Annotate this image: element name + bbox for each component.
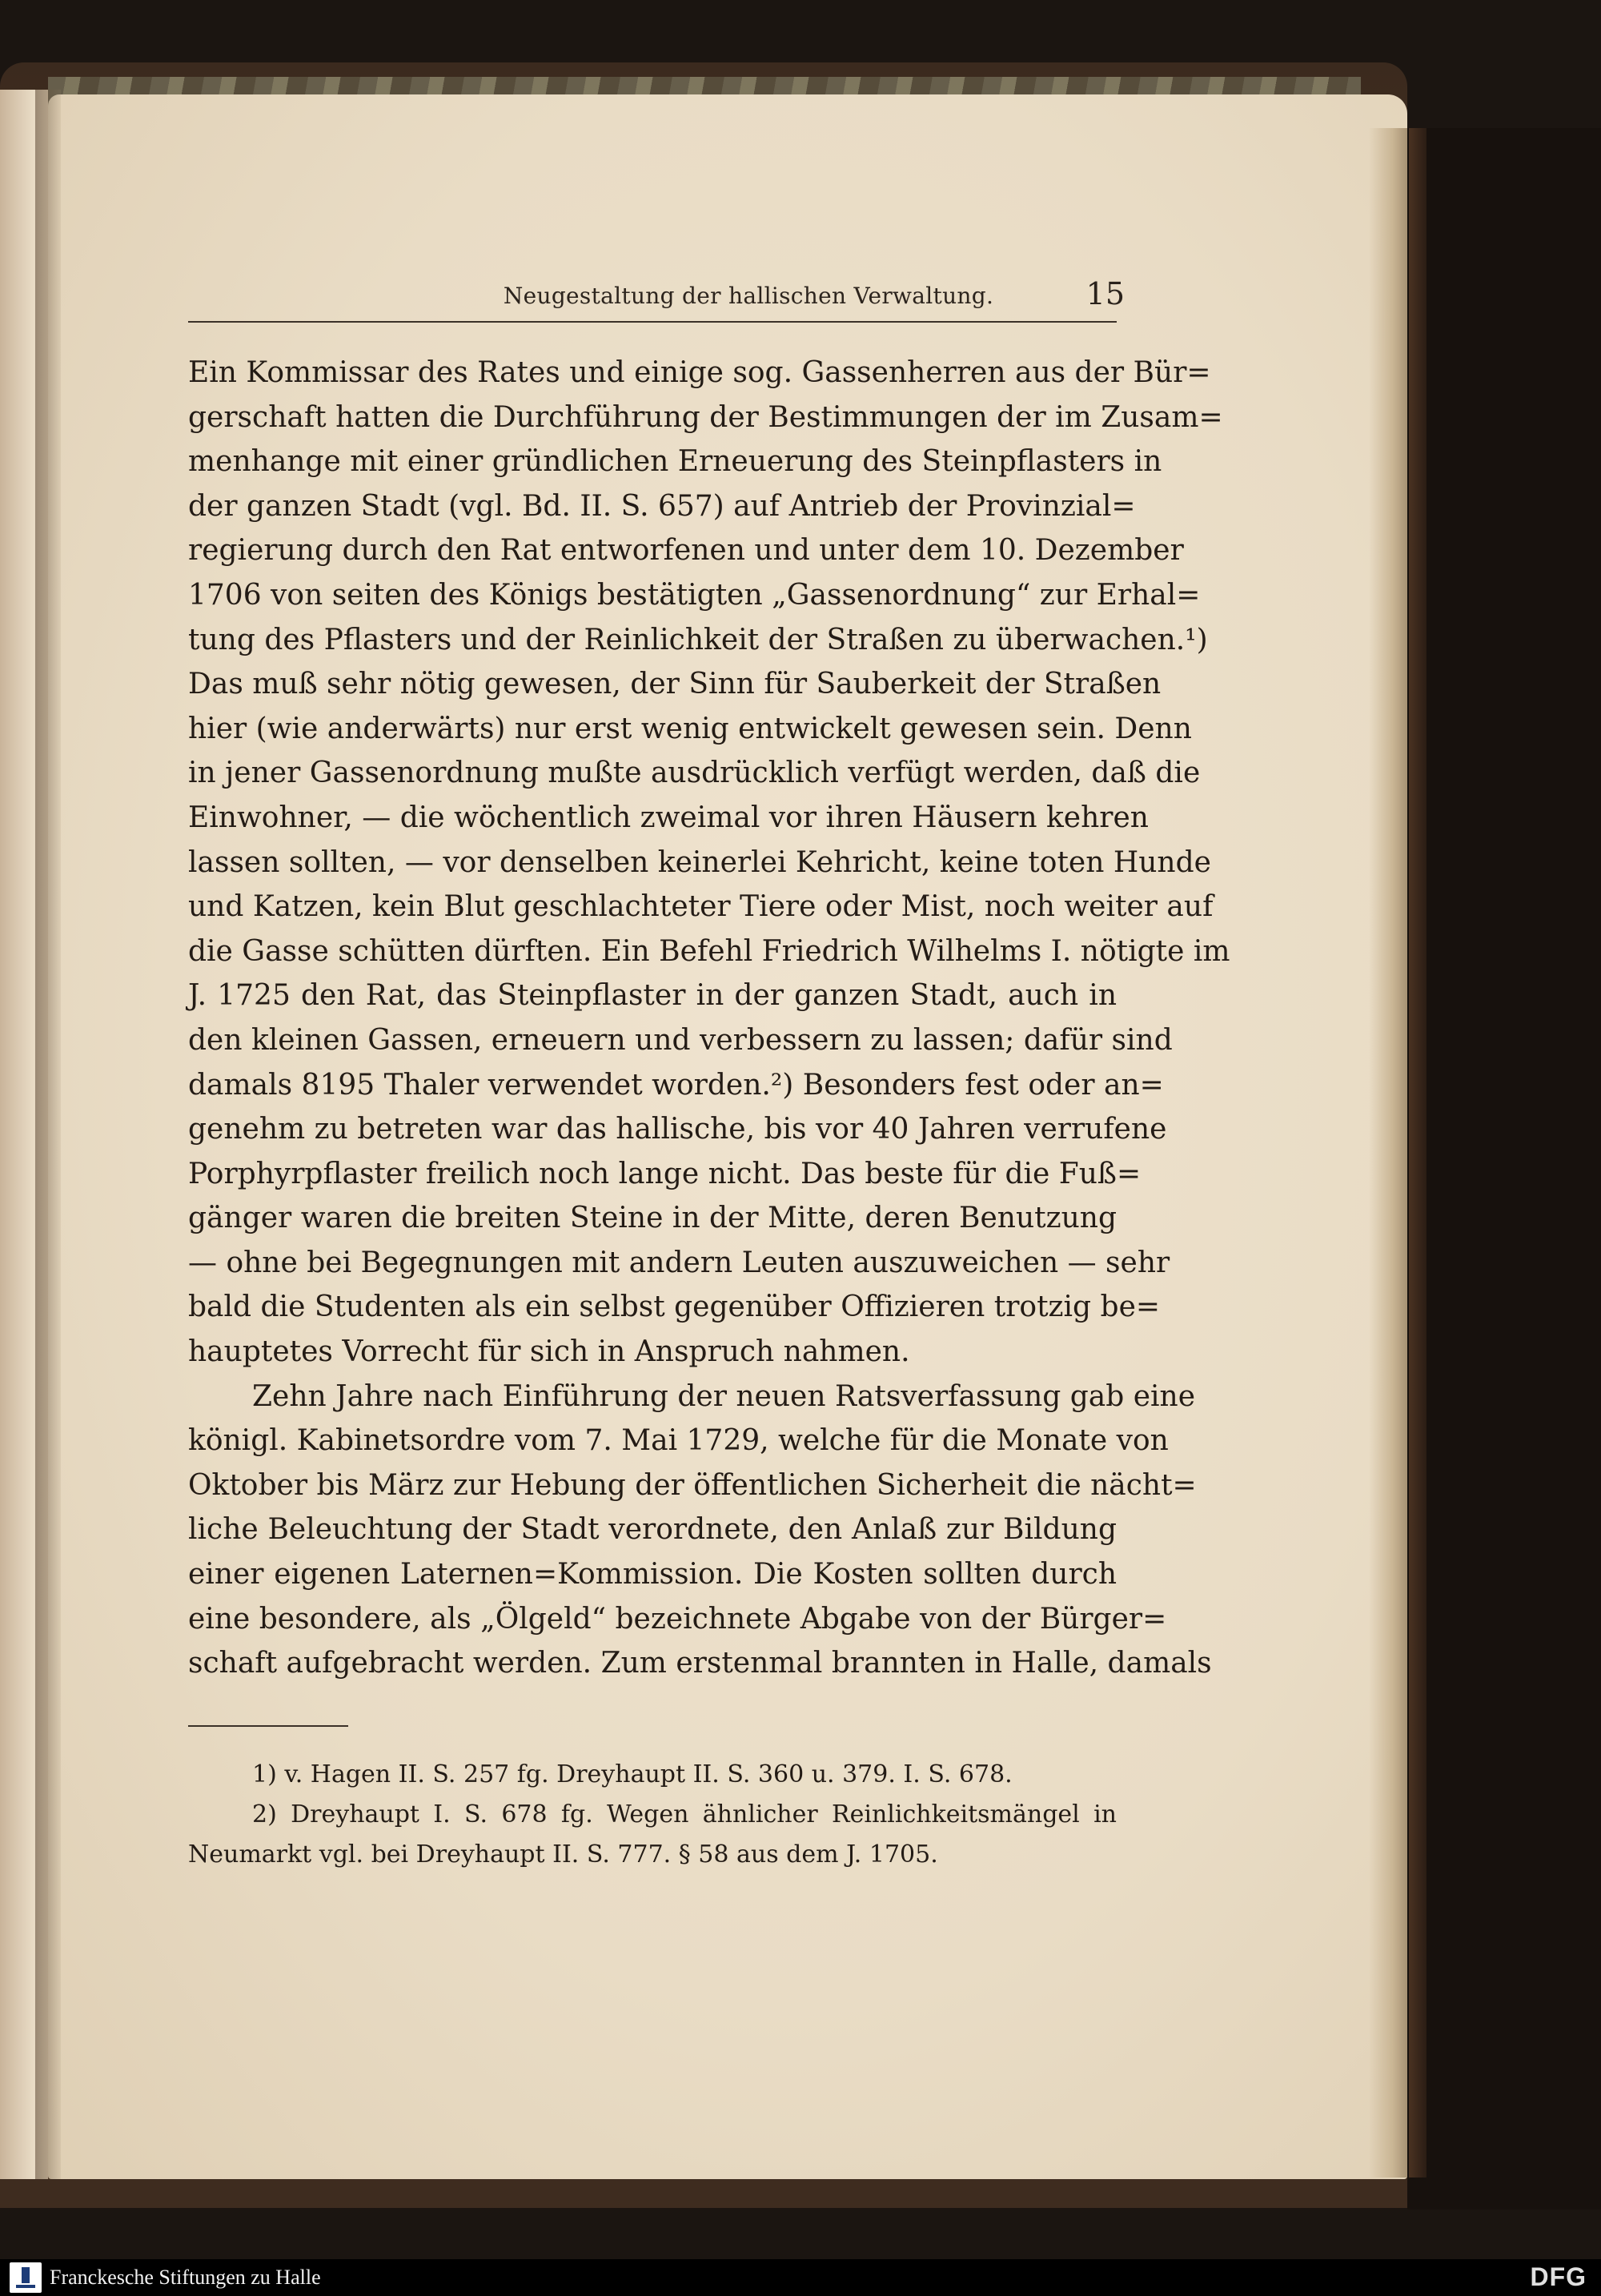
text-line: Porphyrpflaster freilich noch lange nicht. Das beste für die Fuß=: [188, 1157, 1142, 1190]
text-line: Zehn Jahre nach Einführung der neuen Ratsverfassung gab eine: [252, 1379, 1196, 1413]
institution-logo-icon: [10, 2262, 42, 2293]
text-line: gänger waren die breiten Steine in der Mitte, deren Benutzung: [188, 1202, 1117, 1235]
text-line: eine besondere, als „Ölgeld“ bezeichnete Abgabe von der Bürger=: [188, 1602, 1167, 1636]
text-line: der ganzen Stadt (vgl. Bd. II. S. 657) auf Antrieb der Provinzial=: [188, 489, 1136, 523]
text-line: lassen sollten, — vor denselben keinerlei Kehricht, keine toten Hunde: [188, 845, 1211, 879]
text-line: 1706 von seiten des Königs bestätigten „Gassenordnung“ zur Erhal=: [188, 578, 1201, 612]
text-line: einer eigenen Laternen=Kommission. Die Kosten sollten durch: [188, 1558, 1117, 1592]
text-line: in jener Gassenordnung mußte ausdrücklich verfügt werden, daß die: [188, 757, 1201, 790]
text-line: Einwohner, — die wöchentlich zweimal vor ihren Häusern kehren: [188, 801, 1149, 834]
text-line: menhange mit einer gründlichen Erneuerung des Steinpflasters in: [188, 445, 1162, 479]
text-line: liche Beleuchtung der Stadt verordnete, den Anlaß zur Bildung: [188, 1513, 1117, 1547]
page-number: 15: [1085, 276, 1125, 311]
text-line: hauptetes Vorrecht für sich in Anspruch nahmen.: [188, 1335, 910, 1369]
text-line: genehm zu betreten war das hallische, bis vor 40 Jahren verrufene: [188, 1113, 1167, 1146]
text-line: den kleinen Gassen, erneuern und verbessern zu lassen; dafür sind: [188, 1023, 1173, 1057]
text-line: — ohne bei Begegnungen mit andern Leuten auszuweichen — sehr: [188, 1246, 1170, 1279]
institution-name: Franckesche Stiftungen zu Halle: [50, 2266, 321, 2289]
cover-background: [1407, 128, 1601, 2210]
footnote-rule: [188, 1725, 348, 1727]
body-text: [188, 351, 1230, 1686]
text-line: J. 1725 den Rat, das Steinpflaster in der ganzen Stadt, auch in: [188, 979, 1117, 1013]
page-gutter: [35, 90, 61, 2179]
header-rule: [188, 321, 1117, 323]
text-line: Das muß sehr nötig gewesen, der Sinn für Sauberkeit der Straßen: [188, 668, 1162, 701]
text-line: bald die Studenten als ein selbst gegenüber Offizieren trotzig be=: [188, 1290, 1161, 1324]
footnote-line: 1) v. Hagen II. S. 257 fg. Dreyhaupt II. S. 360 u. 379. I. S. 678.: [252, 1760, 1013, 1788]
page-header: [188, 276, 1125, 324]
running-head: Neugestaltung der hallischen Verwaltung.: [503, 283, 994, 309]
dfg-logo: DFG: [1530, 2262, 1587, 2291]
text-line: königl. Kabinetsordre vom 7. Mai 1729, welche für die Monate von: [188, 1424, 1169, 1458]
text-line: regierung durch den Rat entworfenen und unter dem 10. Dezember: [188, 534, 1184, 568]
text-line: und Katzen, kein Blut geschlachteter Tiere oder Mist, noch weiter auf: [188, 890, 1214, 924]
text-line: die Gasse schütten dürften. Ein Befehl Friedrich Wilhelms I. nötigte im: [188, 934, 1230, 968]
footnotes: [188, 1755, 1117, 1875]
text-line: Oktober bis März zur Hebung der öffentlichen Sicherheit die nächt=: [188, 1468, 1197, 1502]
text-line: damals 8195 Thaler verwendet worden.²) Besonders fest oder an=: [188, 1068, 1164, 1102]
text-line: hier (wie anderwärts) nur erst wenig entwickelt gewesen sein. Denn: [188, 712, 1192, 745]
page-right-edge: [1369, 128, 1409, 2178]
footnote-line: Neumarkt vgl. bei Dreyhaupt II. S. 777. § 58 aus dem J. 1705.: [188, 1840, 938, 1869]
text-line: Ein Kommissar des Rates und einige sog. Gassenherren aus der Bür=: [188, 356, 1211, 389]
cover-binding-edge: [1409, 128, 1426, 2178]
footnote-line: 2) Dreyhaupt I. S. 678 fg. Wegen ähnlicher Reinlichkeitsmängel in: [252, 1800, 1117, 1828]
text-line: tung des Pflasters und der Reinlichkeit der Straßen zu überwachen.¹): [188, 623, 1208, 656]
text-line: gerschaft hatten die Durchführung der Bestimmungen der im Zusam=: [188, 400, 1223, 434]
text-line: schaft aufgebracht werden. Zum erstenmal brannten in Halle, damals: [188, 1647, 1212, 1680]
